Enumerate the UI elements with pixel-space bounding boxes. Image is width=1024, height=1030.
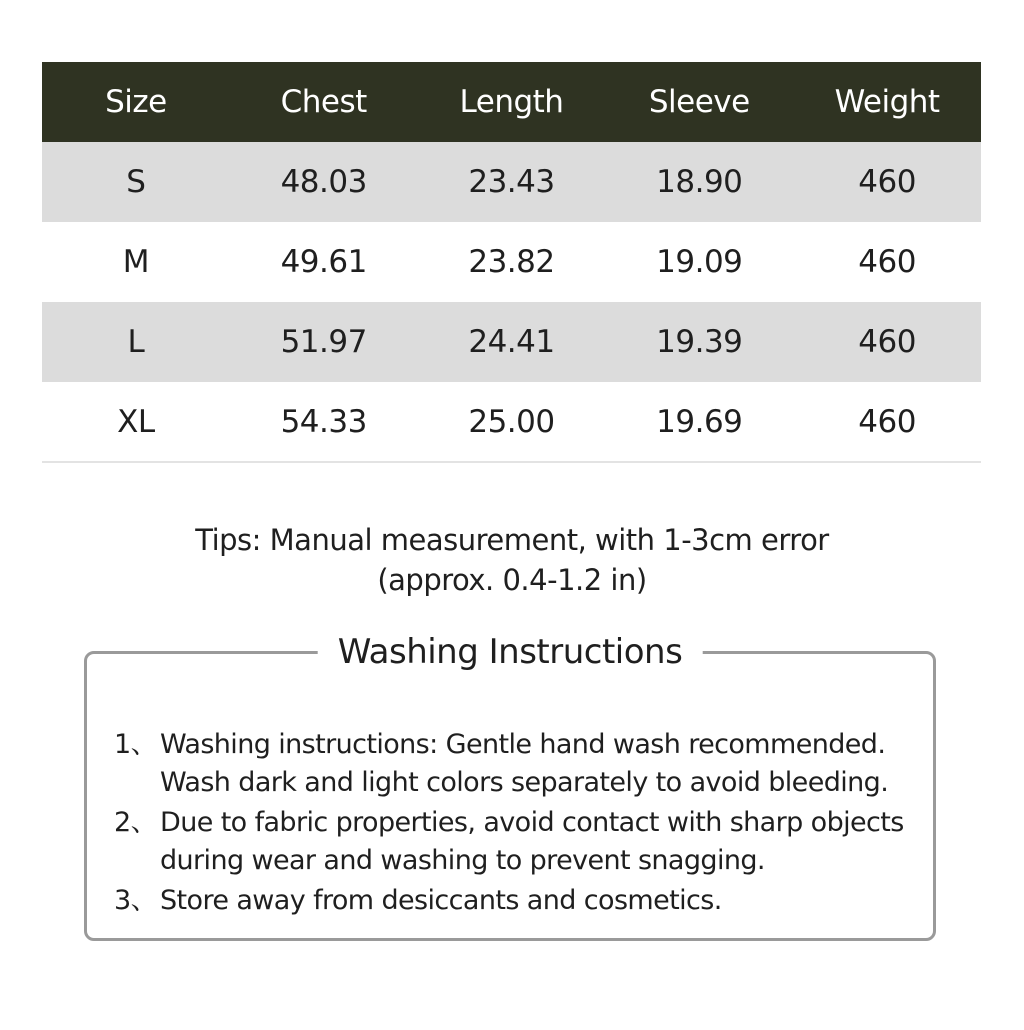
- table-row: [42, 142, 981, 222]
- table-row: [42, 382, 981, 462]
- cell-weight: 460: [858, 324, 916, 360]
- cell-sleeve: 18.90: [656, 164, 743, 200]
- cell-chest: 48.03: [280, 164, 367, 200]
- cell-size: XL: [117, 403, 155, 440]
- washing-title: Washing Instructions: [318, 626, 703, 678]
- list-item: [114, 726, 913, 802]
- table-header-row: [42, 62, 981, 142]
- measurement-tips: [0, 520, 1024, 600]
- tips-line: Tips: Manual measurement, with 1-3cm error: [195, 523, 829, 557]
- cell-size: S: [126, 164, 146, 200]
- cell-length: 25.00: [468, 403, 555, 440]
- header-weight: Weight: [834, 84, 940, 120]
- cell-weight: 460: [858, 164, 916, 200]
- size-chart-table: [42, 62, 981, 463]
- item-number: 3、: [114, 885, 157, 916]
- list-item: [114, 882, 913, 920]
- item-text: Washing instructions: Gentle hand wash recommended. Wash dark and light colors separately to avoid bleeding.: [160, 729, 889, 798]
- item-text: Due to fabric properties, avoid contact with sharp objects during wear and washing to prevent snagging.: [160, 807, 904, 876]
- cell-length: 24.41: [468, 324, 555, 360]
- cell-size: M: [122, 244, 150, 280]
- cell-size: L: [127, 324, 145, 360]
- table-row: [42, 222, 981, 302]
- header-size: Size: [105, 84, 167, 120]
- cell-length: 23.82: [468, 244, 555, 280]
- header-length: Length: [459, 84, 564, 120]
- washing-instructions-box: [84, 632, 936, 941]
- cell-sleeve: 19.39: [656, 324, 743, 360]
- cell-chest: 49.61: [280, 244, 367, 280]
- tips-approx-line: (approx. 0.4-1.2 in): [377, 563, 647, 597]
- header-sleeve: Sleeve: [648, 84, 750, 120]
- cell-weight: 460: [858, 403, 916, 440]
- list-item: [114, 804, 913, 880]
- item-text: Store away from desiccants and cosmetics.: [160, 885, 722, 916]
- item-number: 1、: [114, 729, 157, 760]
- washing-list: [114, 726, 913, 922]
- item-number: 2、: [114, 807, 157, 838]
- cell-weight: 460: [858, 244, 916, 280]
- cell-sleeve: 19.69: [656, 403, 743, 440]
- cell-length: 23.43: [468, 164, 555, 200]
- cell-chest: 54.33: [280, 403, 367, 440]
- cell-chest: 51.97: [280, 324, 367, 360]
- table-row: [42, 302, 981, 382]
- cell-sleeve: 19.09: [656, 244, 743, 280]
- header-chest: Chest: [280, 84, 367, 120]
